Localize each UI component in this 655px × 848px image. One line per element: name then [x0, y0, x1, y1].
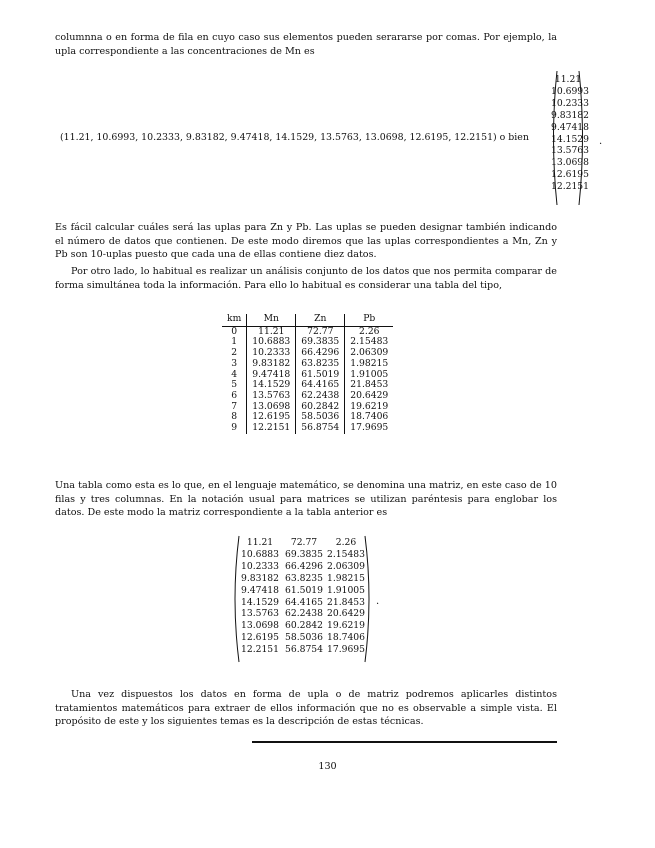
vector-period: . — [599, 136, 603, 147]
matrix-row — [238, 632, 366, 644]
table-cell: 1.98215 — [350, 357, 389, 369]
data-table — [222, 314, 393, 434]
table-row — [222, 423, 393, 434]
vector-entry: 11.21 — [554, 74, 582, 85]
paragraph-conclusion-text: Una vez dispuestos los datos en forma de upla o de matriz podremos aplicarles distintos tratamientos matemáticos para extraer de ellos información que no es observable a simple vista. El propósito de este y los siguientes temas es la descripción de estas técnicas. — [55, 689, 557, 728]
paragraph-intro-text: columnna o en forma de fila en cuyo caso sus elementos pueden serararse por comas. Por ejemplo, la upla correspondiente a las concentraciones de Mn es — [55, 32, 557, 57]
matrix-entry: 56.8754 — [285, 644, 323, 656]
col-header-mn: Mn — [247, 314, 296, 326]
matrix-entry: 14.1529 — [241, 596, 279, 608]
paragraph-uplas — [55, 221, 557, 262]
table-cell: 10.2333 — [247, 348, 296, 359]
table-cell: 10.6883 — [247, 337, 296, 348]
vector-entry: 13.0698 — [551, 157, 589, 169]
vector-entry: 14.1529 — [551, 133, 589, 145]
matrix-entry: 17.9695 — [327, 644, 365, 656]
matrix-entry: 58.5036 — [285, 632, 323, 644]
table-cell: 17.9695 — [350, 422, 389, 434]
table-cell: 13.5763 — [247, 391, 296, 402]
table-cell: 6 — [222, 391, 247, 402]
table-cell: 69.3835 — [296, 337, 345, 348]
table-cell: 12.2151 — [247, 423, 296, 434]
vector-entry: 9.83182 — [551, 109, 589, 121]
page-number: 130 — [318, 761, 337, 772]
table-cell: 61.5019 — [296, 370, 345, 381]
table-header-row — [222, 314, 393, 326]
matrix-row — [238, 573, 366, 585]
paragraph-uplas-text: Es fácil calcular cuáles será las uplas para Zn y Pb. Las uplas se pueden designar también indicando el número de datos que contienen. De este modo diremos que las uplas correspondientes a Mn, Zn y Pb son 10-uplas puesto que cada una de ellas contiene diez datos. — [55, 222, 557, 261]
matrix-entry: 2.26 — [335, 537, 357, 548]
table-cell: 8 — [222, 412, 247, 423]
table-cell: 66.4296 — [296, 348, 345, 359]
matrix-entry: 18.7406 — [327, 632, 365, 644]
table-cell: 11.21 — [247, 326, 296, 337]
matrix-entry: 19.6219 — [327, 620, 365, 632]
table-cell: 21.8453 — [350, 379, 389, 391]
column-vector — [551, 70, 589, 206]
table-cell: 5 — [222, 380, 247, 391]
vector-entry: 13.5763 — [551, 145, 589, 157]
matrix-entry: 9.47418 — [241, 584, 279, 596]
matrix-entry: 12.2151 — [241, 644, 279, 656]
table-body — [222, 326, 393, 434]
column-vector-values — [551, 74, 589, 193]
table-cell: 58.5036 — [296, 412, 345, 423]
table-cell: 2 — [222, 348, 247, 359]
matrix-entry: 62.2438 — [285, 608, 323, 620]
matrix-entry: 61.5019 — [285, 584, 323, 596]
matrix-entry: 1.98215 — [327, 572, 365, 584]
paragraph-matrix-text: Una tabla como esta es lo que, en el lenguaje matemático, se denomina una matriz, en este caso de 10 filas y tres columnas. En la notación usual para matrices se utilizan paréntesis para englobar los datos. De este modo la matriz correspondiente a la tabla anterior es — [55, 480, 557, 519]
matrix-values — [238, 537, 366, 656]
matrix-entry: 10.2333 — [241, 560, 279, 572]
table-cell: 9.47418 — [247, 370, 296, 381]
table-row — [222, 359, 393, 370]
table-cell: 1 — [222, 337, 247, 348]
table-cell: 4 — [222, 370, 247, 381]
table-cell: 7 — [222, 402, 247, 413]
table-cell: 2.26 — [359, 325, 380, 337]
vector-entry: 12.2151 — [551, 181, 589, 193]
matrix-entry: 64.4165 — [285, 596, 323, 608]
table-cell: 3 — [222, 359, 247, 370]
matrix-period: . — [376, 596, 380, 607]
table-cell: 9.83182 — [247, 359, 296, 370]
matrix-entry: 21.8453 — [327, 596, 365, 608]
matrix-entry: 10.6883 — [241, 548, 279, 560]
paragraph-conclusion — [55, 688, 557, 729]
table-cell: 1.91005 — [350, 368, 389, 380]
col-header-km: km — [222, 314, 247, 326]
table-cell: 56.8754 — [296, 423, 345, 434]
matrix-row — [238, 644, 366, 656]
vector-entry: 10.2333 — [551, 97, 589, 109]
table-cell: 2.15483 — [350, 336, 389, 348]
matrix-entry: 66.4296 — [285, 560, 323, 572]
matrix-entry: 13.0698 — [241, 620, 279, 632]
matrix-row — [238, 549, 366, 561]
matrix-entry: 13.5763 — [241, 608, 279, 620]
table-cell: 2.06309 — [350, 347, 389, 359]
table-cell: 13.0698 — [247, 402, 296, 413]
matrix-entry: 63.8235 — [285, 572, 323, 584]
table-cell: 63.8235 — [296, 359, 345, 370]
table-cell: 60.2842 — [296, 402, 345, 413]
matrix-entry: 11.21 — [246, 537, 274, 548]
table-cell: 72.77 — [296, 326, 345, 337]
matrix-display — [232, 535, 372, 663]
table-cell: 19.6219 — [350, 400, 389, 412]
matrix-row — [238, 537, 366, 549]
matrix-entry: 72.77 — [290, 537, 318, 548]
paragraph-intro — [55, 31, 557, 58]
matrix-row — [238, 585, 366, 597]
upla-display — [60, 70, 603, 210]
matrix-entry: 69.3835 — [285, 548, 323, 560]
table-cell: 20.6429 — [350, 389, 389, 401]
col-header-pb: Pb — [345, 314, 394, 326]
upla-tuple-text: (11.21, 10.6993, 10.2333, 9.83182, 9.47418, 14.1529, 13.5763, 13.0698, 12.6195, 12.2151) o bien — [60, 132, 529, 143]
table-cell: 64.4165 — [296, 380, 345, 391]
table-cell: 18.7406 — [350, 411, 389, 423]
table-cell: 62.2438 — [296, 391, 345, 402]
matrix-row — [238, 608, 366, 620]
matrix-entry: 9.83182 — [241, 572, 279, 584]
table-cell: 12.6195 — [247, 412, 296, 423]
vector-entry: 10.6993 — [551, 85, 589, 97]
matrix-entry: 1.91005 — [327, 584, 365, 596]
matrix-entry: 20.6429 — [327, 608, 365, 620]
table-cell: 14.1529 — [247, 380, 296, 391]
matrix-entry: 12.6195 — [241, 632, 279, 644]
paragraph-analysis-text: Por otro lado, lo habitual es realizar un análisis conjunto de los datos que nos permita comparar de forma simultánea toda la información. Para ello lo habitual es considerar una tabla del tipo, — [55, 266, 557, 291]
matrix-entry: 2.06309 — [327, 560, 365, 572]
matrix-entry: 2.15483 — [327, 548, 365, 560]
footer-rule — [252, 741, 557, 743]
vector-entry: 9.47418 — [551, 121, 589, 133]
matrix-row — [238, 561, 366, 573]
paragraph-analysis — [55, 265, 557, 292]
table-cell: 0 — [222, 326, 247, 337]
matrix-row — [238, 597, 366, 609]
col-header-zn: Zn — [296, 314, 345, 326]
paragraph-matrix — [55, 479, 557, 520]
table-cell: 9 — [222, 423, 247, 434]
vector-entry: 12.6195 — [551, 169, 589, 181]
matrix-row — [238, 620, 366, 632]
matrix-entry: 60.2842 — [285, 620, 323, 632]
